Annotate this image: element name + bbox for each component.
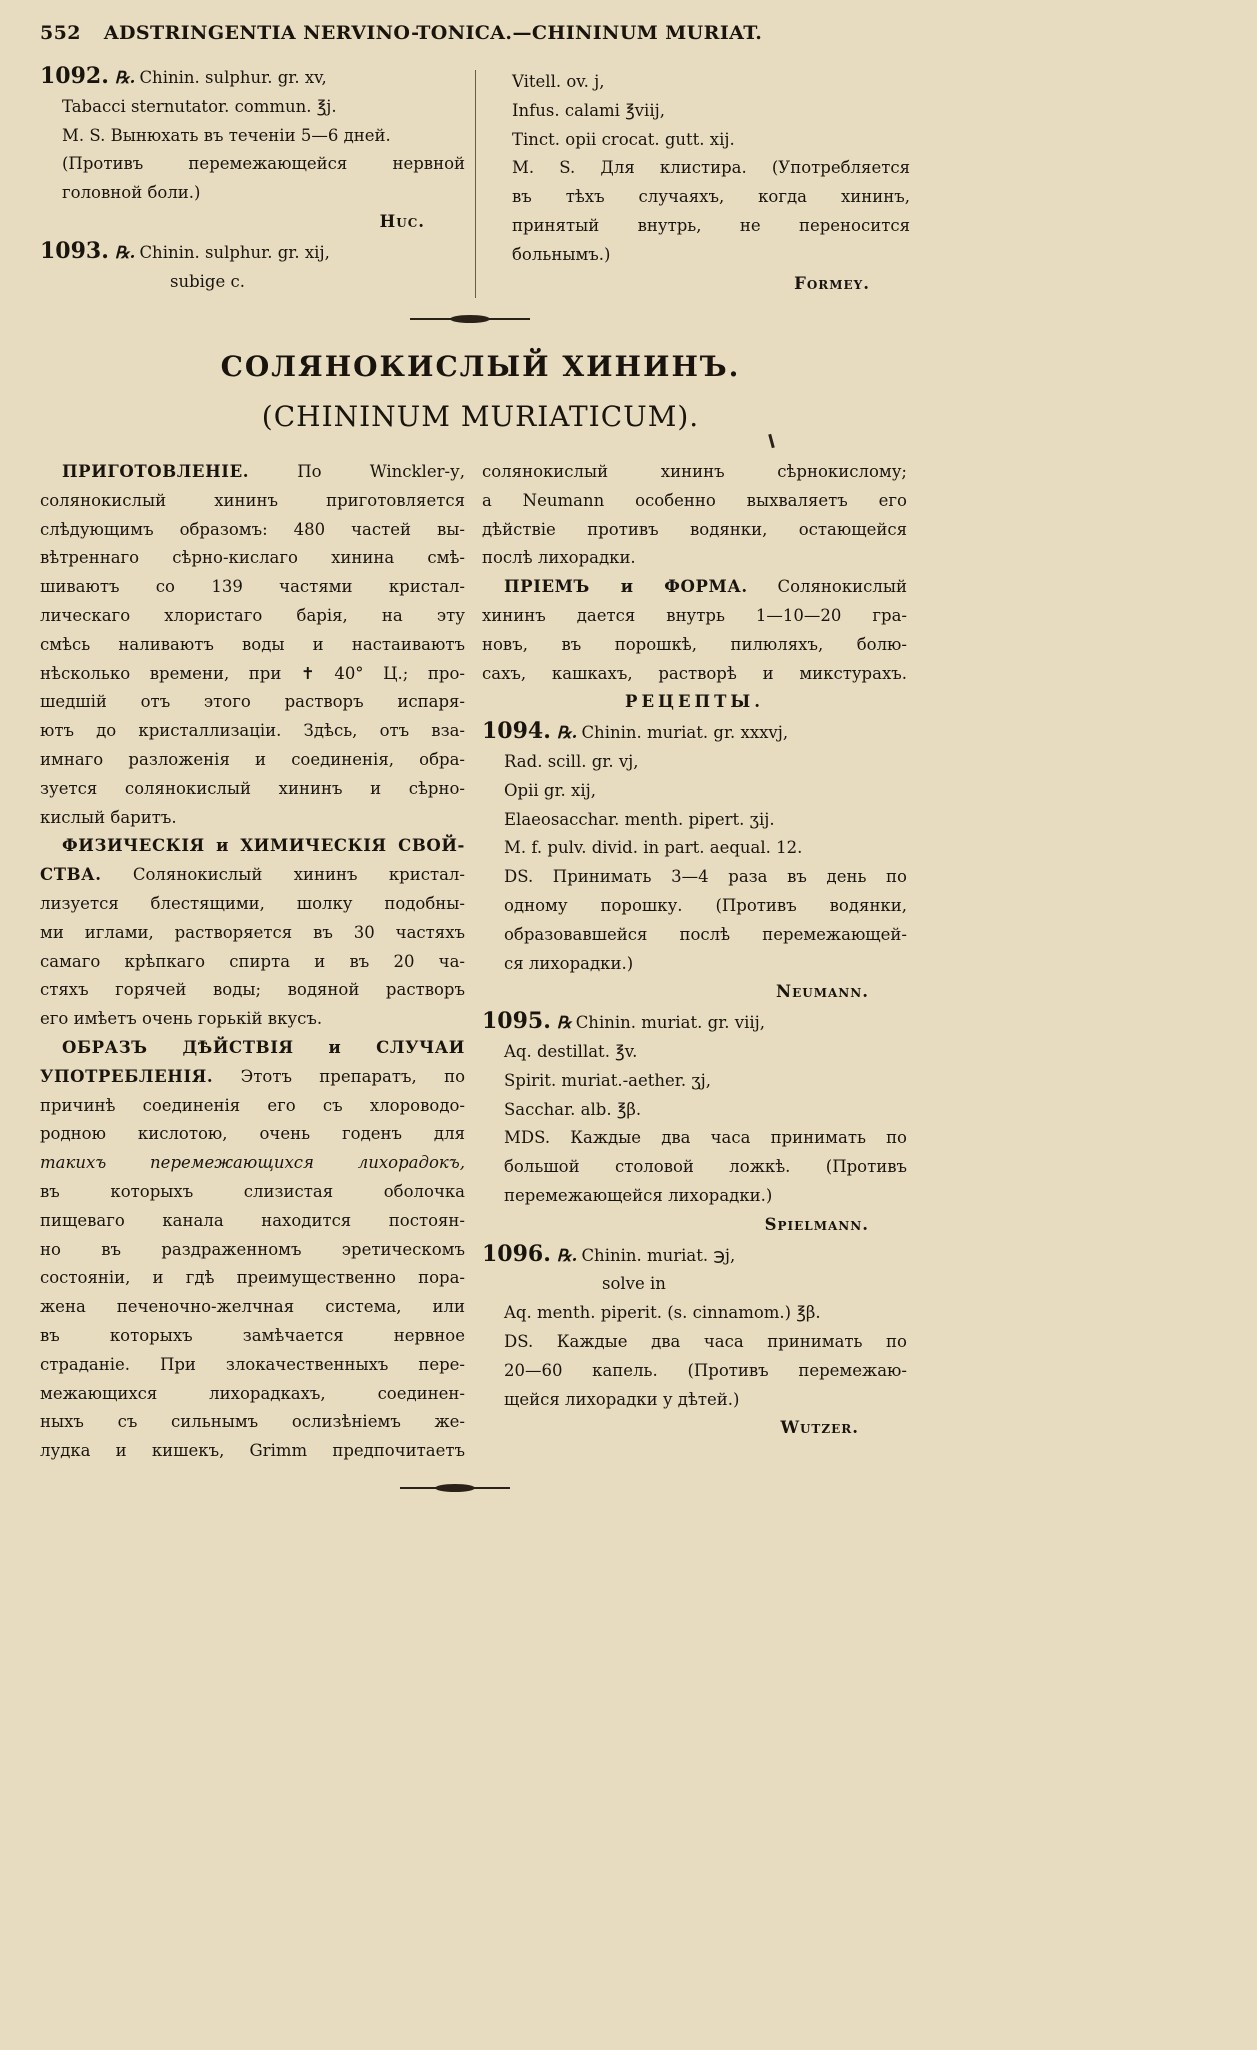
recipe-author: Neumann.: [776, 982, 869, 1002]
paragraph-line: пищеваго канала находится постоян-: [40, 1210, 465, 1230]
recipe-line: Aq. destillat. ℥v.: [504, 1041, 638, 1061]
paragraph-line: шиваютъ со 139 частями кристал-: [40, 577, 465, 597]
recipe-line: M. S. Для клистира. (Употребляется: [512, 158, 910, 178]
recipe-symbol: ℞.: [114, 242, 136, 262]
recipe-1095: [482, 1007, 907, 1038]
top-right-column: [490, 68, 910, 298]
recipe-number: 1093.: [40, 237, 109, 264]
recipe-line: subige c.: [170, 271, 245, 291]
paragraph-line: шедшій отъ этого растворъ испаря-: [40, 692, 465, 712]
paragraph-line: ныхъ съ сильнымъ ослизѣніемъ же-: [40, 1412, 465, 1432]
column-divider: [475, 70, 476, 298]
recipe-line: M. f. pulv. divid. in part. aequal. 12.: [504, 838, 803, 858]
paragraph-line: [482, 573, 907, 602]
recipe-number: 1096.: [482, 1240, 551, 1267]
recipe-line: Spirit. muriat.-aether. ʒj,: [504, 1070, 712, 1090]
text-span: Солянокислый хининъ кристал-: [132, 865, 465, 885]
recipe-line: Vitell. ov. j,: [512, 72, 605, 91]
recipe-author: Formey.: [794, 273, 870, 293]
recipes-heading: РЕЦЕПТЫ.: [625, 692, 764, 712]
recipe-author: Spielmann.: [764, 1214, 869, 1234]
recipe-line: Chinin. muriat. gr. viij,: [575, 1013, 765, 1033]
recipe-line: 20—60 капель. (Противъ перемежаю-: [504, 1360, 907, 1380]
recipe-line: Chinin. sulphur. gr. xv,: [139, 68, 327, 87]
running-title: ADSTRINGENTIA NERVINO-TONICA.—CHININUM MURIAT.: [103, 22, 763, 44]
ornament-divider: [400, 1487, 510, 1489]
paragraph-line: ютъ до кристаллизаціи. Здѣсь, отъ вза-: [40, 721, 465, 741]
recipe-line: (Противъ перемежающейся нервной: [62, 154, 465, 174]
paragraph-heading: УПОТРЕБЛЕНІЯ.: [40, 1066, 214, 1086]
paragraph-line: стяхъ горячей воды; водяной растворъ: [40, 980, 465, 1000]
recipe-author: Huc.: [379, 211, 425, 231]
paragraph-line: жена печеночно-желчная система, или: [40, 1297, 465, 1317]
paragraph-heading: ОБРАЗЪ ДѢЙСТВІЯ и СЛУЧАИ: [62, 1037, 465, 1057]
recipe-line: MDS. Каждые два часа принимать по: [504, 1128, 907, 1148]
paragraph-line: послѣ лихорадки.: [482, 548, 636, 568]
paragraph-line: ми иглами, растворяется въ 30 частяхъ: [40, 922, 465, 942]
recipe-line: головной боли.): [62, 183, 201, 203]
paragraph-line: въ которыхъ замѣчается нервное: [40, 1325, 465, 1345]
paragraph-line: сахъ, кашкахъ, растворѣ и микстурахъ.: [482, 663, 907, 683]
recipe-line: M. S. Вынюхать въ теченіи 5—6 дней.: [62, 125, 391, 145]
paragraph-line: страданіе. При злокачественныхъ пере-: [40, 1354, 465, 1374]
page-number: 552: [40, 22, 81, 44]
recipe-number: 1092.: [40, 63, 109, 89]
recipe-line: Tinct. opii crocat. gutt. xij.: [512, 129, 735, 149]
paragraph-line: его имѣетъ очень горькій вкусъ.: [40, 1009, 323, 1029]
recipe-line: Opii gr. xij,: [504, 780, 596, 800]
section-subtitle: (CHININUM MURIATICUM).: [261, 400, 700, 433]
recipe-line: одному порошку. (Противъ водянки,: [504, 895, 907, 915]
paragraph-line: хининъ дается внутрь 1—10—20 гра-: [482, 605, 907, 625]
paragraph-line: смѣсь наливаютъ воды и настаиваютъ: [40, 634, 465, 654]
recipe-line: Chinin. sulphur. gr. xij,: [139, 242, 330, 262]
recipe-1092: [40, 62, 465, 93]
paragraph-line: причинѣ соединенія его съ хлороводо-: [40, 1095, 465, 1115]
paragraph-line: такихъ перемежающихся лихорадокъ,: [40, 1153, 465, 1173]
paragraph-line: вѣтреннаго сѣрно-кислаго хинина смѣ-: [40, 548, 465, 568]
paragraph-heading: ФИЗИЧЕСКІЯ и ХИМИЧЕСКІЯ СВОЙ-: [62, 836, 465, 856]
paragraph-line: солянокислый хининъ сѣрнокислому;: [482, 462, 907, 481]
paragraph-line: дѣйствіе противъ водянки, остающейся: [482, 519, 907, 539]
recipe-symbol: ℞.: [556, 723, 578, 743]
paragraph-line: въ которыхъ слизистая оболочка: [40, 1181, 465, 1201]
top-left-column: [40, 62, 465, 296]
paragraph-line: но въ раздраженномъ эретическомъ: [40, 1239, 465, 1259]
recipe-line: Tabacci sternutator. commun. ℥j.: [62, 96, 337, 116]
recipe-number: 1094.: [482, 718, 551, 745]
recipe-symbol: ℞: [556, 1013, 572, 1033]
paragraph-line: новъ, въ порошкѣ, пилюляхъ, болю-: [482, 634, 907, 654]
recipe-line: Aq. menth. piperit. (s. cinnamom.) ℥β.: [504, 1303, 821, 1323]
text-span: По Winckler-у,: [297, 462, 466, 481]
recipe-line: Rad. scill. gr. vj,: [504, 751, 639, 771]
recipe-line: образовавшейся послѣ перемежающей-: [504, 924, 907, 944]
recipe-line: Infus. calami ℥viij,: [512, 100, 665, 120]
paragraph-line: лическаго хлористаго барія, на эту: [40, 605, 465, 625]
paragraph-line: межающихся лихорадкахъ, соединен-: [40, 1383, 465, 1403]
paragraph-line: лудка и кишекъ, Grimm предпочитаетъ: [40, 1441, 465, 1461]
paragraph-heading: СТВА.: [40, 865, 102, 885]
paragraph-line: нѣсколько времени, при ✝ 40° Ц.; про-: [40, 663, 465, 683]
paragraph-line: родною кислотою, очень годенъ для: [40, 1124, 465, 1144]
recipe-symbol: ℞.: [556, 1245, 578, 1265]
recipe-symbol: ℞.: [114, 68, 136, 87]
ornament-divider: [410, 318, 530, 320]
section-title: СОЛЯНОКИСЛЫЙ ХИНИНЪ.: [220, 350, 741, 383]
paragraph-line: самаго крѣпкаго спирта и въ 20 ча-: [40, 951, 465, 971]
recipe-line: ся лихорадки.): [504, 953, 634, 973]
left-text-column: [40, 458, 465, 1466]
right-text-column: [482, 458, 907, 1443]
recipe-1094: [482, 717, 907, 748]
paragraph-heading: ПРІЕМЪ и ФОРМА.: [504, 577, 748, 597]
paragraph-line: зуется солянокислый хининъ и сѣрно-: [40, 778, 465, 798]
recipe-author: Wutzer.: [780, 1418, 859, 1438]
paragraph-line: [40, 861, 465, 890]
recipe-line: щейся лихорадки у дѣтей.): [504, 1389, 740, 1409]
recipe-line: больнымъ.): [512, 244, 611, 264]
recipe-line: большой столовой ложкѣ. (Противъ: [504, 1157, 907, 1177]
recipe-line: Sacchar. alb. ℥β.: [504, 1099, 642, 1119]
recipe-1093: [40, 237, 465, 268]
paragraph-line: лизуется блестящими, шолку подобны-: [40, 893, 465, 913]
recipe-line: перемежающейся лихорадки.): [504, 1185, 773, 1205]
recipe-1096: [482, 1240, 907, 1271]
paragraph-line: [40, 1063, 465, 1092]
print-mark: [768, 434, 775, 448]
recipe-line: DS. Каждые два часа принимать по: [504, 1331, 907, 1351]
recipe-number: 1095.: [482, 1008, 551, 1035]
recipe-line: DS. Принимать 3—4 раза въ день по: [504, 867, 907, 887]
paragraph-line: имнаго разложенія и соединенія, обра-: [40, 749, 465, 769]
paragraph-line: солянокислый хининъ приготовляется: [40, 490, 465, 510]
text-span: Этотъ препаратъ, по: [240, 1066, 466, 1086]
paragraph-line: а Neumann особенно выхваляетъ его: [482, 490, 907, 510]
paragraph-line: кислый баритъ.: [40, 807, 177, 827]
paragraph-heading: ПРИГОТОВЛЕНІЕ.: [62, 462, 250, 481]
recipe-line: принятый внутрь, не переносится: [512, 215, 910, 235]
paragraph-line: [40, 458, 465, 487]
recipe-line: solve in: [602, 1274, 666, 1294]
text-span: Солянокислый: [777, 577, 907, 597]
recipe-line: Chinin. muriat. ℈j,: [581, 1245, 736, 1265]
recipe-line: въ тѣхъ случаяхъ, когда хининъ,: [512, 187, 910, 207]
recipe-line: Chinin. muriat. gr. xxxvj,: [581, 723, 789, 743]
recipe-line: Elaeosacchar. menth. pipert. ʒij.: [504, 809, 775, 829]
paragraph-line: слѣдующимъ образомъ: 480 частей вы-: [40, 519, 465, 539]
paragraph-line: состояніи, и гдѣ преимущественно пора-: [40, 1268, 465, 1288]
running-header: [40, 22, 940, 44]
